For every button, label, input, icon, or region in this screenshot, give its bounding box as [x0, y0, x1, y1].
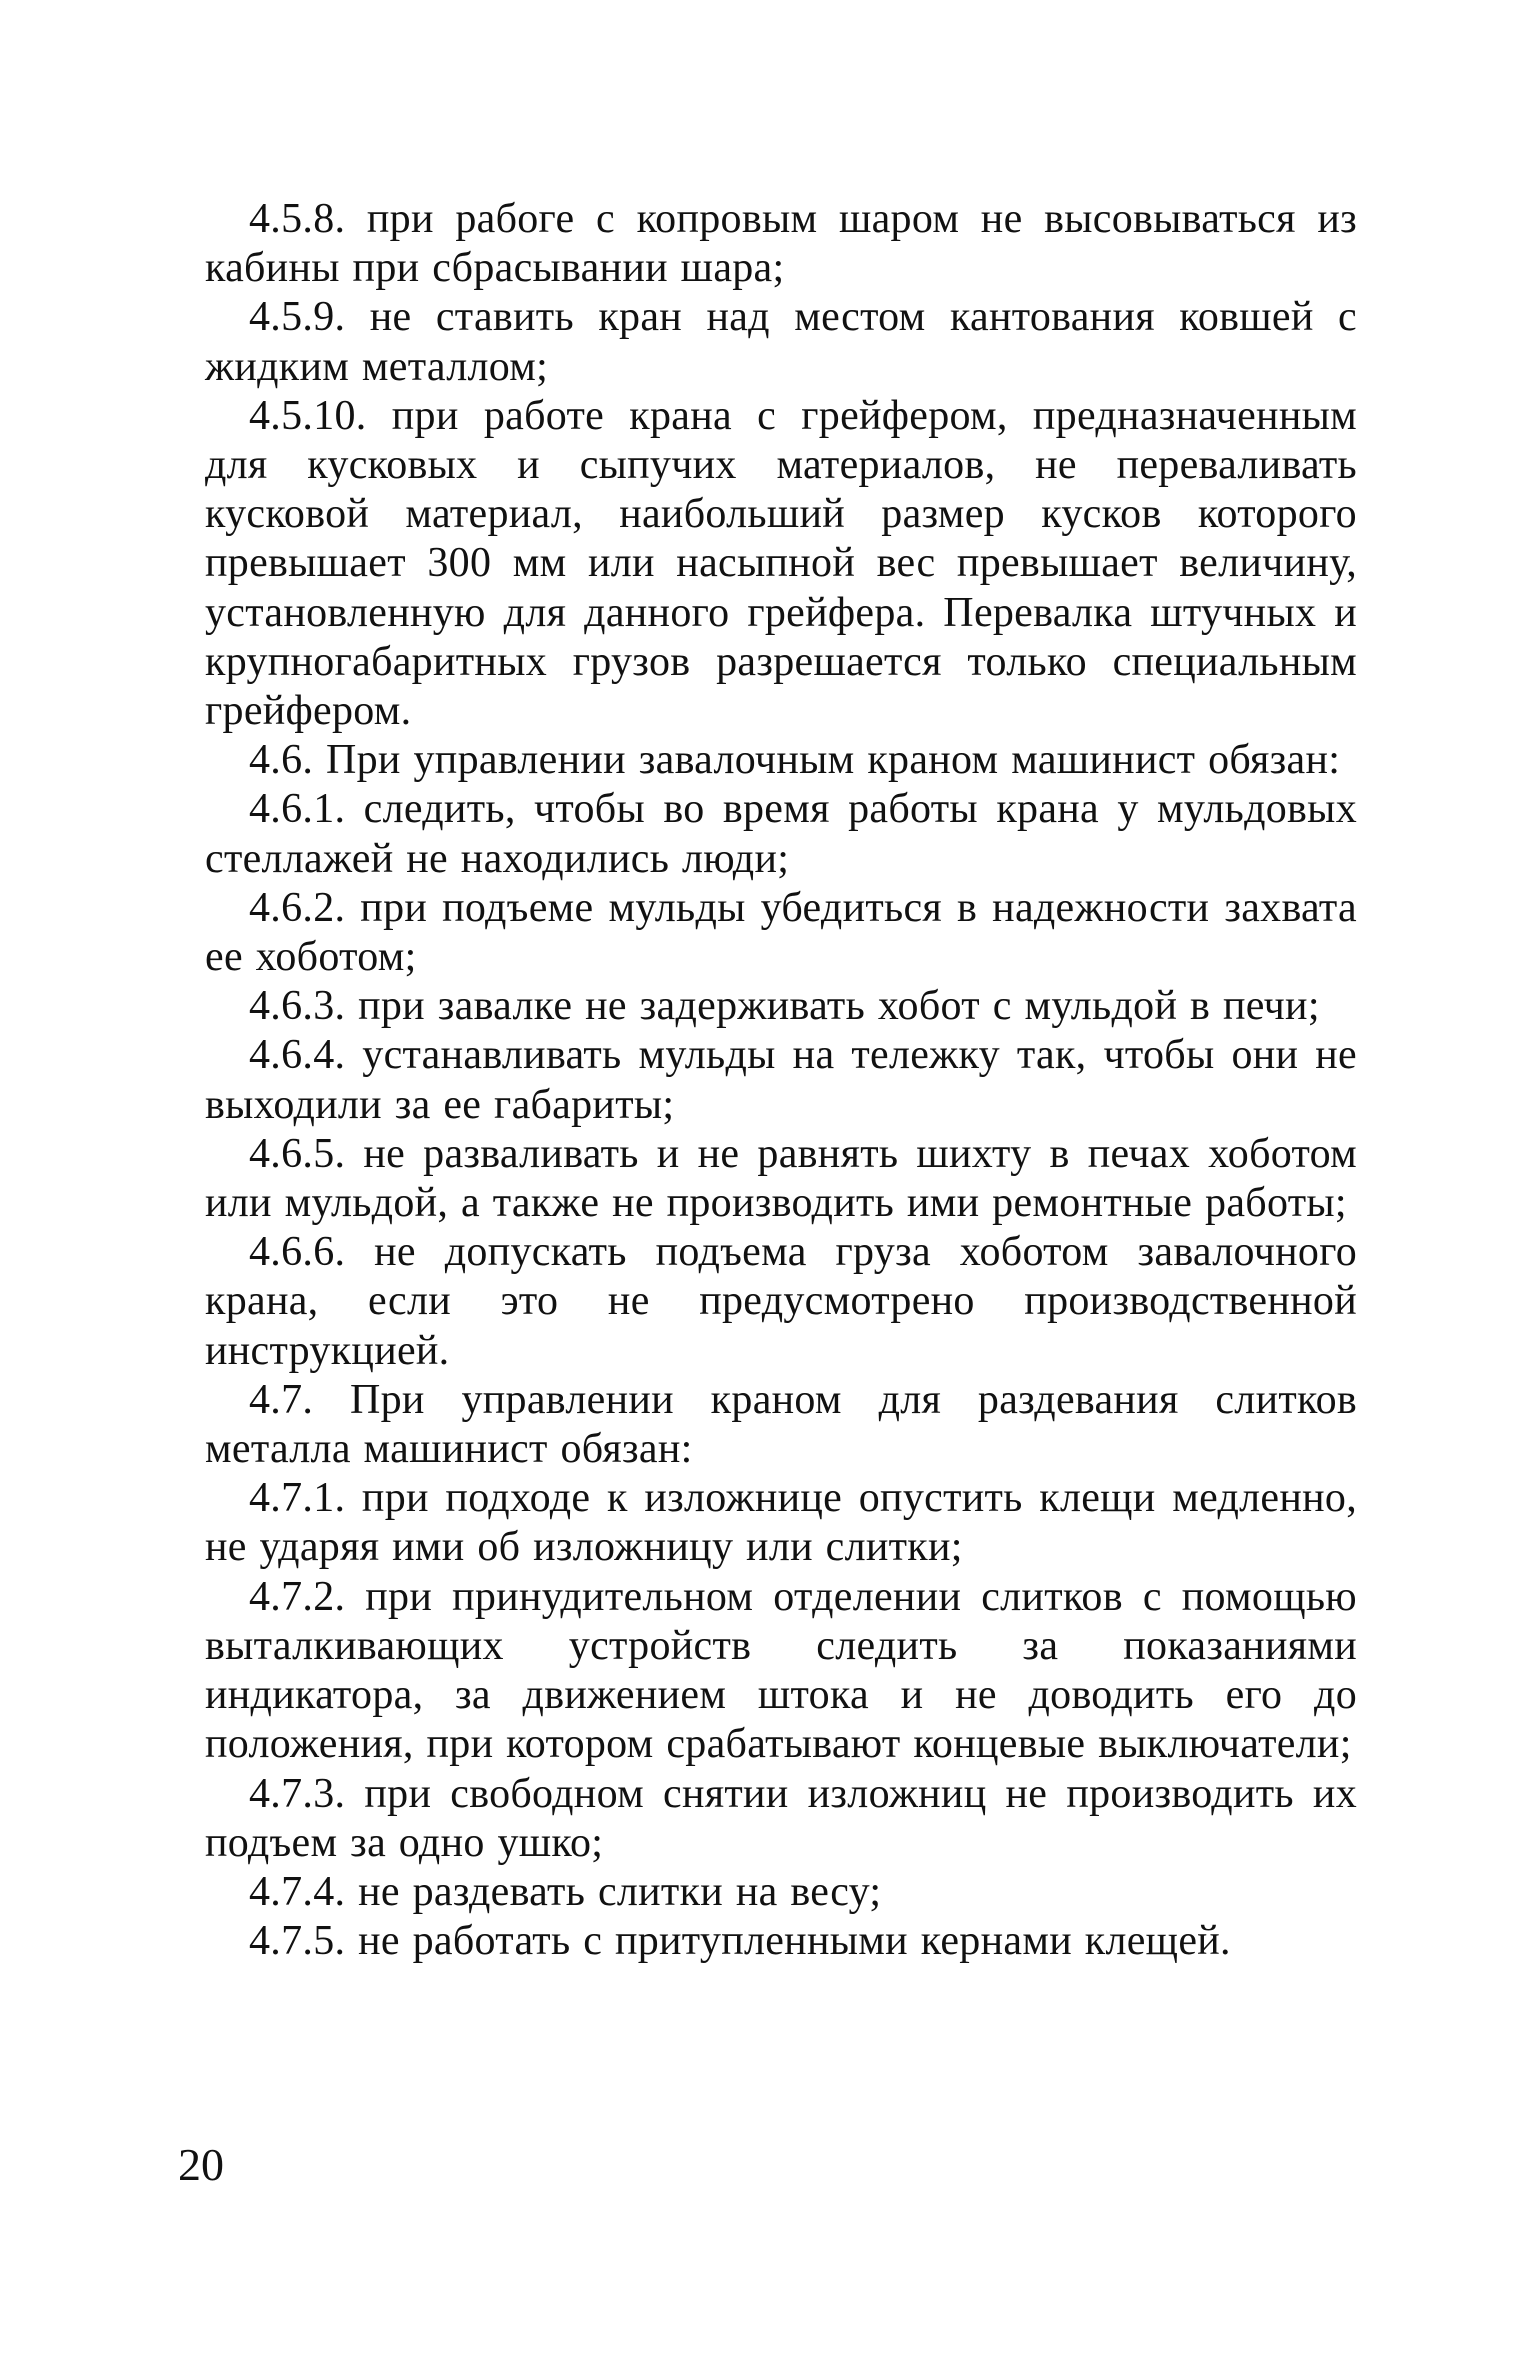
paragraph-4-5-10: 4.5.10. при работе крана с грейфером, предназначенным для кусковых и сыпучих материалов, не переваливать кусковой материал, наибольший размер кусков которого превышает 300 мм или насыпной вес превышает величину, установленную для данного грейфера. Перевалка штучных и крупногабаритных грузов разрешается только специальным грейфером. — [205, 392, 1357, 735]
paragraph-4-5-8: 4.5.8. при рабоге с копровым шаром не высовываться из кабины при сбрасывании шара; — [205, 196, 1357, 292]
paragraph-4-6-6: 4.6.6. не допускать подъема груза хоботом завалочного крана, если это не предусмотрено производственной инструкцией. — [205, 1229, 1357, 1374]
body-text — [205, 195, 1357, 1966]
paragraph-4-6-1: 4.6.1. следить, чтобы во время работы крана у мульдовых стеллажей не находились люди; — [205, 786, 1357, 882]
page-number: 20 — [178, 2139, 224, 2190]
paragraph-4-7-4: 4.7.4. не раздевать слитки на весу; — [249, 1868, 882, 1915]
paragraph-4-6-3: 4.6.3. при завалке не задерживать хобот с мульдой в печи; — [249, 983, 1320, 1030]
paragraph-4-6: 4.6. При управлении завалочным краном машинист обязан: — [249, 737, 1341, 784]
paragraph-4-7-3: 4.7.3. при свободном снятии изложниц не производить их подъем за одно ушко; — [205, 1770, 1357, 1866]
paragraph-4-6-4: 4.6.4. устанавливать мульды на тележку так, чтобы они не выходили за ее габариты; — [205, 1032, 1357, 1128]
paragraph-4-6-2: 4.6.2. при подъеме мульды убедиться в надежности захвата ее хоботом; — [205, 884, 1357, 981]
paragraph-4-7: 4.7. При управлении краном для раздевания слитков металла машинист обязан: — [205, 1376, 1357, 1473]
paragraph-4-7-2: 4.7.2. при принудительном отделении слитков с помощью выталкивающих устройств следить за показаниями индикатора, за движением штока и не доводить его до положения, при котором срабатывают концевые выключатели; — [205, 1573, 1357, 1768]
paragraph-4-7-5: 4.7.5. не работать с притупленными кернами клещей. — [249, 1918, 1231, 1965]
paragraph-4-5-9: 4.5.9. не ставить кран над местом кантования ковшей с жидким металлом; — [205, 294, 1357, 390]
paragraph-4-6-5: 4.6.5. не разваливать и не равнять шихту в печах хоботом или мульдой, а также не производить ими ремонтные работы; — [205, 1130, 1357, 1227]
paragraph-4-7-1: 4.7.1. при подходе к изложнице опустить клещи медленно, не ударяя ими об изложницу или слитки; — [205, 1475, 1357, 1571]
